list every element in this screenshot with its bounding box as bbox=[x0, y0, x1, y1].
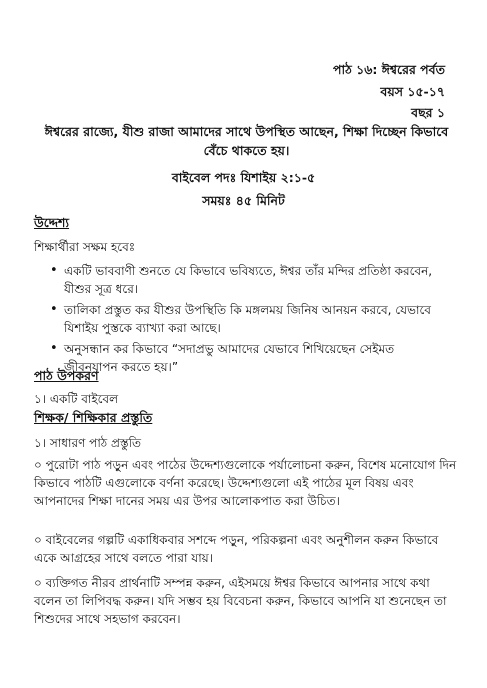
objective-item: • অনুসন্ধান কর কিভাবে “সদাপ্রভু আমাদের যেভাবে শিখিয়েছেন সেইমত জীবনযাপন করতে হয়।” bbox=[50, 340, 451, 376]
bible-passage: বাইবেল পদঃ যিশাইয় ২:১-৫ bbox=[171, 170, 316, 185]
age-range: বয়স ১৫-১৭ bbox=[380, 84, 445, 99]
objective-item: • একটি ভাববাণী শুনতে যে কিভাবে ভবিষ্যতে, ঈশ্বর তাঁর মন্দির প্রতিষ্ঠা করবেন, যীশুর সূত্র ধরে। bbox=[50, 262, 451, 298]
material-item: ১। একটি বাইবেল bbox=[34, 392, 119, 406]
teacher-prep-heading: শিক্ষক/ শিক্ষিকার প্রস্তুতি bbox=[34, 410, 153, 425]
teacher-prep-subheading: ১। সাধারণ পাঠ প্রস্তুতি bbox=[34, 436, 142, 450]
objectives-list bbox=[50, 262, 451, 379]
objective-item: • তালিকা প্রস্তুত কর যীশুর উপস্থিতি কি মঙ্গলময় জিনিষ আনয়ন করবে, যেভাবে যিশাইয় পুস্তকে ব্যাখ্যা করা আছে। bbox=[50, 301, 451, 337]
objectives-heading: উদ্দেশ্য bbox=[34, 215, 70, 230]
lesson-theme: ঈশ্বরের রাজ্যে, যীশু রাজা আমাদের সাথে উপস্থিত আছেন, শিক্ষা দিচ্ছেন কিভাবে বেঁচে থাকতে হয়। bbox=[44, 124, 449, 158]
lesson-title: পাঠ ১৬: ঈশ্বরের পর্বত bbox=[333, 62, 445, 77]
objectives-intro: শিক্ষার্থীরা সক্ষম হবেঃ bbox=[34, 240, 136, 254]
prep-paragraph: ০ পুরোটা পাঠ পড়ুন এবং পাঠের উদ্দেশ্যগুলোকে পর্যালোচনা করুন, বিশেষ মনোযোগ দিন কিভাবে পাঠটি এগুলোকে বর্ণনা করেছে। উদ্দেশ্যগুলো এই পাঠের মূল বিষয় এবং আপনাদের শিক্ষা দানের সময় এর উপর আলোকপাত করা উচিত। bbox=[34, 458, 457, 508]
year-label: বছর ১ bbox=[411, 105, 445, 120]
lesson-time: সময়ঃ ৪৫ মিনিট bbox=[202, 193, 285, 208]
prep-paragraph: ০ ব্যক্তিগত নীরব প্রার্থনাটি সম্পন্ন করুন, এইসময়ে ঈশ্বর কিভাবে আপনার সাথে কথা বলেন তা লিপিবদ্ধ করুন। যদি সম্ভব হয় বিবেচনা করুন, কিভাবে আপনি যা শুনেছেন তা শিশুদের সাথে সহভাগ করবেন। bbox=[34, 576, 447, 626]
materials-heading: পাঠ উপকরণ bbox=[34, 368, 99, 383]
prep-paragraph: ০ বাইবেলের গল্পটি একাধিকবার সশব্দে পড়ুন, পরিকল্পনা এবং অনুশীলন করুন কিভাবে একে আগ্রহের সাথে বলতে পারা যায়। bbox=[34, 533, 439, 565]
